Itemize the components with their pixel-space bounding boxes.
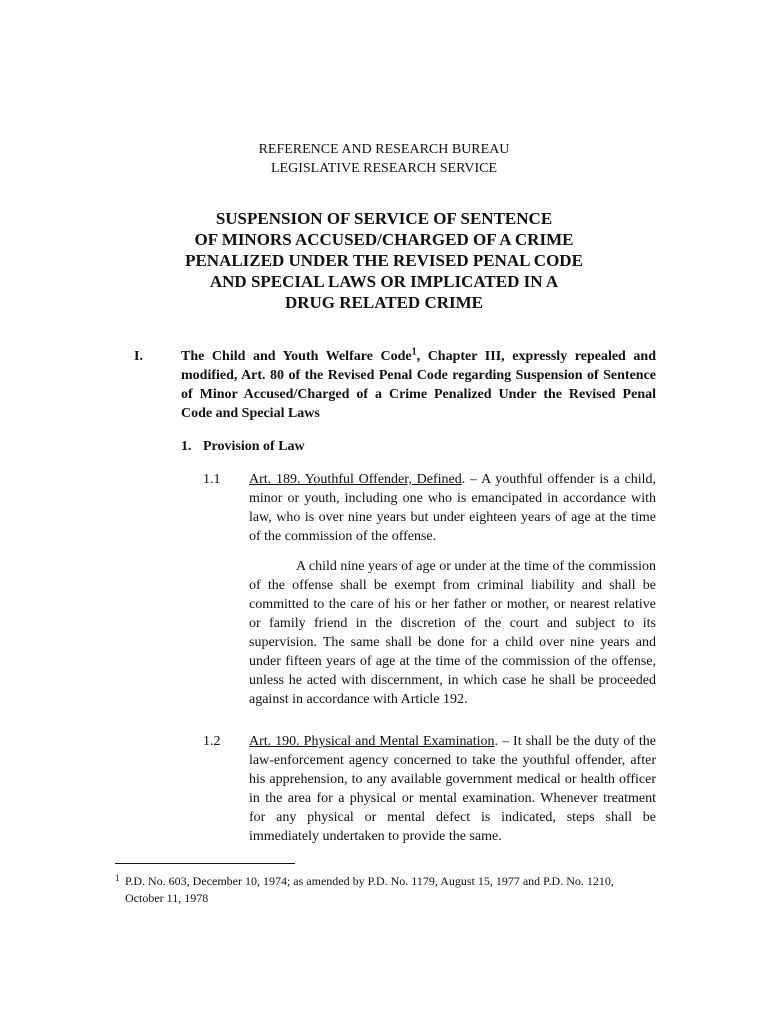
subsection-number: 1. bbox=[181, 439, 192, 454]
article-text: . – A youthful offender is a child, minor or youth, including one who is emancipated in accordance with law, who is over nine years but under eighteen years of age at the time of the commission of the offense. bbox=[249, 472, 657, 544]
section-heading bbox=[181, 347, 656, 423]
footnote-marker: 1 bbox=[115, 873, 120, 883]
document-title bbox=[0, 208, 768, 313]
document-header bbox=[0, 140, 768, 178]
article-heading: Art. 190. Physical and Mental Examination bbox=[249, 734, 495, 749]
footnote-reference: 1 bbox=[411, 346, 417, 358]
header-service: LEGISLATIVE RESEARCH SERVICE bbox=[271, 161, 497, 176]
article-189-second-paragraph: A child nine years of age or under at the time of the commission of the offense shall be exempt from criminal liability and shall be committed to the care of his or her father or mother, or nearest relative or family friend in the discretion of the court and subject to its supervision. The same shall be done for a child over nine years and under fifteen years of age at the time of the commission of the offense, unless he acted with discernment, in which case he shall be proceeded against in accordance with Article 192. bbox=[249, 559, 656, 707]
subsection-title: Provision of Law bbox=[203, 439, 305, 454]
article-190-paragraph bbox=[249, 732, 656, 846]
subsection-heading bbox=[181, 437, 305, 456]
section-number: I. bbox=[134, 349, 143, 364]
title-line: AND SPECIAL LAWS OR IMPLICATED IN A bbox=[209, 272, 559, 291]
title-line: PENALIZED UNDER THE REVISED PENAL CODE bbox=[185, 251, 583, 270]
title-line: DRUG RELATED CRIME bbox=[284, 293, 484, 312]
title-line: SUSPENSION OF SERVICE OF SENTENCE bbox=[215, 209, 553, 228]
footnote-divider bbox=[115, 863, 295, 864]
article-189-paragraph bbox=[249, 470, 656, 546]
section-heading-text-continued: , Chapter III, expressly repealed and modified, Art. 80 of the Revised Penal Code regarding Suspension of Sentence of Minor Accused/Charged of a Crime Penalized Under the Revised Penal Code and Special Laws bbox=[181, 349, 657, 421]
footnote bbox=[115, 873, 635, 907]
item-number: 1.2 bbox=[203, 734, 221, 749]
footnote-text: P.D. No. 603, December 10, 1974; as amended by P.D. No. 1179, August 15, 1977 and P.D. No. 1210, October 11, 1978 bbox=[125, 874, 614, 905]
title-line: OF MINORS ACCUSED/CHARGED OF A CRIME bbox=[194, 230, 574, 249]
item-number: 1.1 bbox=[203, 472, 221, 487]
header-bureau: REFERENCE AND RESEARCH BUREAU bbox=[258, 142, 510, 157]
section-heading-text: The Child and Youth Welfare Code bbox=[181, 349, 412, 364]
article-text: . – It shall be the duty of the law-enforcement agency concerned to take the youthful offender, after his apprehension, to any available government medical or health officer in the area for a physical or mental examination. Whenever treatment for any physical or mental defect is indicated, steps shall be immediately undertaken to provide the same. bbox=[249, 734, 657, 844]
article-heading: Art. 189. Youthful Offender, Defined bbox=[249, 472, 462, 487]
